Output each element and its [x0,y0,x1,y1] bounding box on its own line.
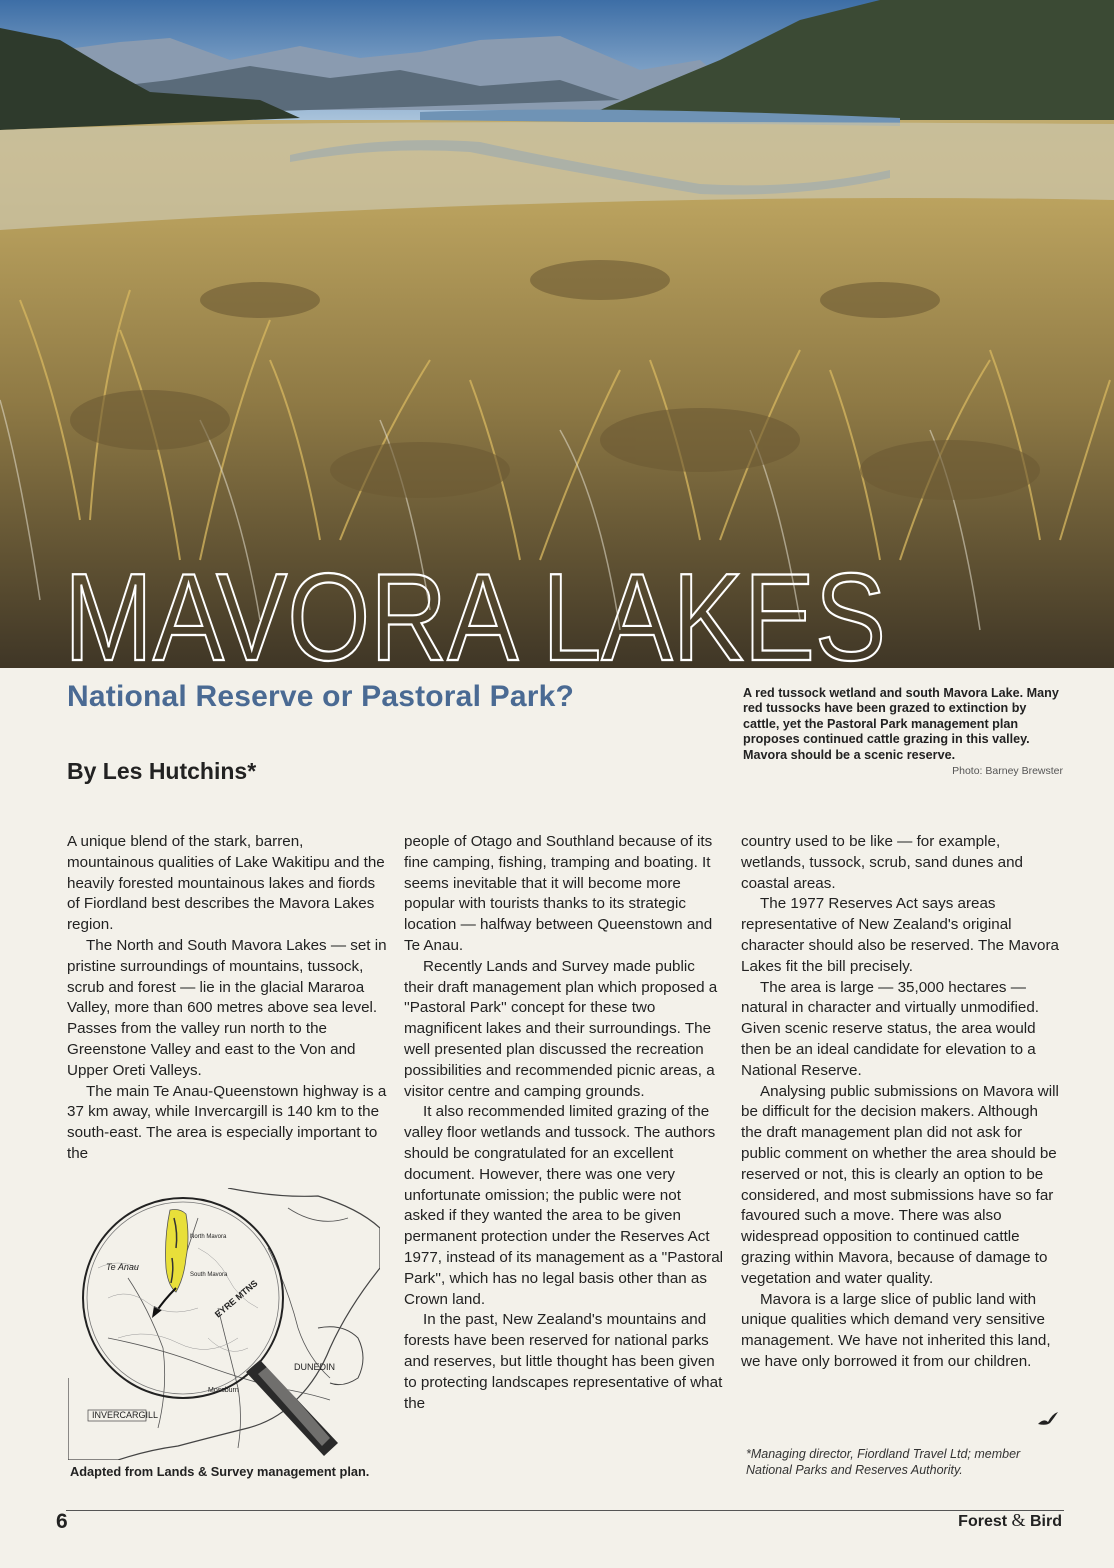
body-column-3 [741,832,1061,1373]
bird-icon [1036,1410,1060,1428]
paragraph: The 1977 Reserves Act says areas representative of New Zealand's original character should also be reserved. The Mavora Lakes fit the bill precisely. [741,895,1059,975]
footer-rule [66,1510,1064,1511]
paragraph: The area is large — 35,000 hectares — natural in character and virtually unmodified. Given scenic reserve status, the area would then be an ideal candidate for elevation to a National Reserve. [741,978,1040,1079]
byline: By Les Hutchins* [67,758,257,784]
map-label-north-mavora: North Mavora [190,1234,227,1240]
article-subtitle: National Reserve or Pastoral Park? [67,680,575,713]
publication-ampersand: & [1011,1510,1026,1530]
body-column-2 [404,832,724,1414]
paragraph: It also recommended limited grazing of the valley floor wetlands and tussock. The authors should be congratulated for an excellent document. However, there was one very unfortunate omission; the public were not asked if they wanted the area to be given permanent protection under the Reserves Act 1977, instead of its management as a ''Pastoral Park'', which has no legal basis other than as Crown land. [404,1103,724,1308]
map-label-eyre-mtns: EYRE MTNS [212,1278,260,1320]
publication-name-part2: Bird [1030,1513,1062,1530]
page-number: 6 [56,1510,68,1533]
paragraph: Mavora is a large slice of public land with unique qualities which demand very sensitive management. We have not inherited this land, we have only borrowed it from our children. [741,1290,1051,1370]
publication-name-part1: Forest [958,1513,1008,1530]
paragraph: Recently Lands and Survey made public their draft management plan which proposed a ''Pastoral Park'' concept for these two magnificent lakes and their surroundings. The well presented plan discussed the recreation possibilities and recommended picnic areas, a visitor centre and camping grounds. [404,957,718,1100]
location-map [68,1188,380,1460]
body-column-1 [67,832,387,1165]
svg-text:MAVORA LAKES: MAVORA LAKES [64,549,886,670]
map-label-mossburn: Mossburn [208,1387,239,1394]
publication-name [958,1510,1062,1531]
map-caption: Adapted from Lands & Survey management plan. [70,1464,370,1479]
article-title [0,548,1114,670]
map-label-south-mavora: South Mavora [190,1272,228,1278]
paragraph: The main Te Anau-Queenstown highway is a 37 km away, while Invercargill is 140 km to the south-east. The area is especially important to the [67,1082,387,1162]
photo-caption-text: A red tussock wetland and south Mavora Lake. Many red tussocks have been grazed to extinction by cattle, yet the Pastoral Park management plan proposes continued cattle grazing in this valley. Mavora should be a scenic reserve. [743,686,1059,762]
paragraph: people of Otago and Southland because of its fine camping, fishing, tramping and boating. It seems inevitable that it will become more popular with tourists thanks to its strategic location — halfway between Queenstown and Te Anau. [404,833,713,954]
paragraph: country used to be like — for example, wetlands, tussock, scrub, sand dunes and coastal areas. [741,833,1023,892]
author-footnote: *Managing director, Fiordland Travel Ltd; member National Parks and Reserves Authority. [746,1447,1021,1477]
map-label-invercargill: INVERCARGILL [92,1410,159,1420]
paragraph: A unique blend of the stark, barren, mountainous qualities of Lake Wakitipu and the heavily forested mountainous lakes and fiords of Fiordland best describes the Mavora Lakes region. [67,833,385,934]
photo-caption [743,686,1063,779]
photo-credit: Photo: Barney Brewster [952,765,1063,778]
map-label-dunedin: DUNEDIN [294,1362,336,1372]
map-label-te-anau: Te Anau [106,1262,139,1272]
paragraph: In the past, New Zealand's mountains and forests have been reserved for national parks and reserves, but little thought has been given to protecting landscapes representative of what the [404,1311,723,1412]
paragraph: The North and South Mavora Lakes — set in pristine surroundings of mountains, tussock, scrub and forest — lie in the glacial Mararoa Valley, more than 600 metres above sea level. Passes from the valley run north to the Greenstone Valley and east to the Von and Upper Oreti Valleys. [67,936,387,1079]
paragraph: Analysing public submissions on Mavora will be difficult for the decision makers. Although the draft management plan did not ask for public comment on whether the area should be reserved or not, this is clearly an option to be considered, and most submissions have so far favoured such a move. There was also widespread opposition to continued cattle grazing within Mavora, because of damage to vegetation and water quality. [741,1082,1059,1287]
